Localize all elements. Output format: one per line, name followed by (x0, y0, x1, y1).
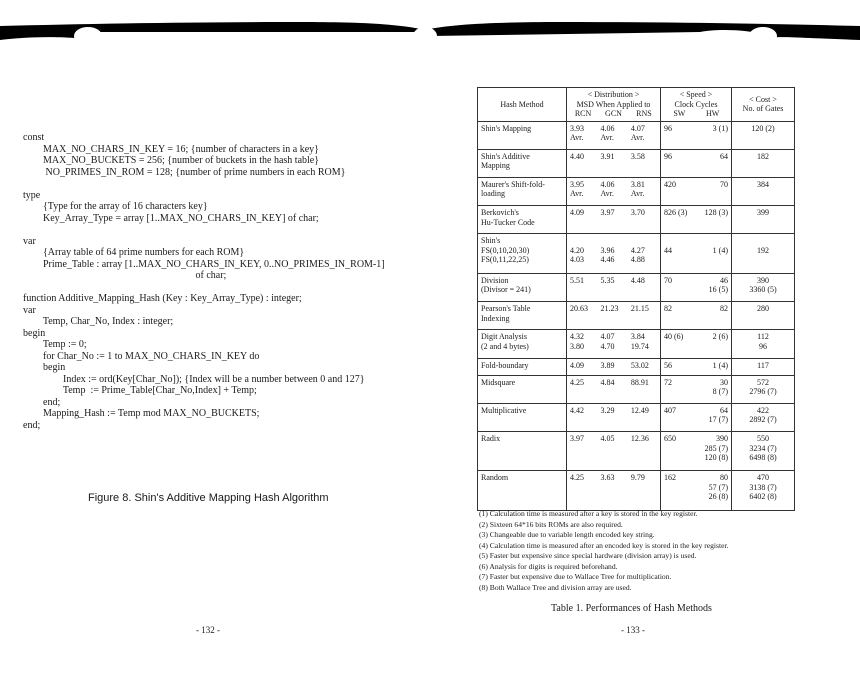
header-speed: < Speed > Clock Cycles SW HW (661, 88, 732, 122)
table-row (478, 358, 795, 375)
cell-speed: 56 1 (4) (661, 358, 732, 375)
cell-hash-method: Fold-boundary (478, 358, 567, 375)
table-row (478, 234, 795, 273)
table-row (478, 177, 795, 205)
pascal-code-listing (23, 132, 385, 431)
cell-cost: 182 (732, 149, 795, 177)
cell-distribution: 4.09 3.89 53.02 (567, 358, 661, 375)
page-number-right: - 133 - (621, 625, 645, 635)
cell-hash-method: Shin's Additive Mapping (478, 149, 567, 177)
table-footnotes (479, 509, 728, 593)
cell-hash-method: Berkovich's Hu-Tucker Code (478, 206, 567, 234)
table-row (478, 206, 795, 234)
cell-speed: 70 46 16 (5) (661, 273, 732, 301)
code-line: end; (23, 396, 61, 408)
code-line: begin (23, 362, 66, 373)
code-line: var (23, 235, 36, 247)
cell-speed: 407 64 17 (7) (661, 403, 732, 431)
cell-speed: 650 390 285 (7) 120 (8) (661, 432, 732, 471)
footnote: (6) Analysis for digits is required beforehand. (479, 561, 618, 571)
table-row (478, 273, 795, 301)
cell-speed: 96 64 (661, 149, 732, 177)
cell-distribution: 4.32 4.07 3.84 3.80 4.70 19.74 (567, 330, 661, 358)
cell-hash-method: Shin's FS(0,10,20,30) FS(0,11,22,25) (478, 234, 567, 273)
cell-cost: 399 (732, 206, 795, 234)
cell-distribution: 4.25 3.63 9.79 (567, 471, 661, 511)
cell-speed: 96 3 (1) (661, 121, 732, 149)
cell-hash-method: Radix (478, 432, 567, 471)
header-cost: < Cost > No. of Gates (732, 88, 795, 122)
cell-cost: 384 (732, 177, 795, 205)
cell-distribution: 4.20 3.96 4.27 4.03 4.46 4.88 (567, 234, 661, 273)
cell-distribution: 3.93 4.06 4.07 Avr. Avr. Avr. (567, 121, 661, 149)
cell-speed: 162 80 57 (7) 26 (8) (661, 471, 732, 511)
header-hash-method: Hash Method (478, 88, 567, 122)
code-line: begin (23, 327, 46, 339)
cell-hash-method: Maurer's Shift-fold- loading (478, 177, 567, 205)
code-line: Mapping_Hash := Temp mod MAX_NO_BUCKETS; (23, 408, 260, 419)
code-line: var (23, 304, 36, 316)
cell-distribution: 3.95 4.06 3.81 Avr. Avr. Avr. (567, 177, 661, 205)
cell-distribution: 4.42 3.29 12.49 (567, 403, 661, 431)
cell-cost: 280 (732, 302, 795, 330)
code-line: Key_Array_Type = array [1..MAX_NO_CHARS_IN_KEY] of char; (23, 212, 319, 224)
book-binding-shadow (0, 0, 860, 60)
cell-speed: 826 (3) 128 (3) (661, 206, 732, 234)
code-line: MAX_NO_BUCKETS = 256; {number of buckets in the hash table} (23, 155, 320, 166)
header-distribution: < Distribution > MSD When Applied to RCN GCN RNS (567, 88, 661, 122)
footnote: (8) Both Wallace Tree and division array are used. (479, 582, 632, 592)
code-line: Prime_Table : array [1..MAX_NO_CHARS_IN_KEY, 0..NO_PRIMES_IN_ROM-1] (23, 258, 385, 270)
cell-speed: 72 30 8 (7) (661, 375, 732, 403)
cell-cost: 470 3138 (7) 6402 (8) (732, 471, 795, 511)
code-line: NO_PRIMES_IN_ROM = 128; {number of prime numbers in each ROM} (23, 166, 346, 178)
figure-caption: Figure 8. Shin's Additive Mapping Hash Algorithm (88, 492, 329, 504)
code-line: const (23, 132, 45, 143)
code-line (23, 224, 385, 236)
cell-hash-method: Shin's Mapping (478, 121, 567, 149)
table-row (478, 432, 795, 471)
code-line: of char; (23, 270, 227, 281)
code-line: type (23, 189, 41, 201)
cell-hash-method: Multiplicative (478, 403, 567, 431)
footnote: (7) Faster but expensive due to Wallace Tree for multiplication. (479, 572, 672, 581)
code-line (23, 282, 385, 294)
cell-hash-method: Digit Analysis (2 and 4 bytes) (478, 330, 567, 358)
cell-distribution: 4.09 3.97 3.70 (567, 206, 661, 234)
code-line: Temp := 0; (23, 339, 87, 350)
table-row (478, 121, 795, 149)
table-row (478, 302, 795, 330)
code-line: {Type for the array of 16 characters key} (23, 201, 208, 212)
table-row (478, 330, 795, 358)
hash-performance-table (477, 87, 795, 511)
code-line: MAX_NO_CHARS_IN_KEY = 16; {number of characters in a key} (23, 143, 319, 155)
cell-distribution: 20.63 21.23 21.15 (567, 302, 661, 330)
table-row (478, 375, 795, 403)
code-line: for Char_No := 1 to MAX_NO_CHARS_IN_KEY do (23, 350, 260, 362)
code-line: end; (23, 419, 41, 431)
code-line: Temp := Prime_Table[Char_No,Index] + Temp; (23, 385, 257, 396)
page-number-left: - 132 - (196, 625, 220, 635)
footnote: (2) Sixteen 64*16 bits ROMs are also required. (479, 519, 623, 529)
footnote: (5) Faster but expensive since special hardware (division array) is used. (479, 551, 697, 560)
cell-cost: 117 (732, 358, 795, 375)
cell-cost: 572 2796 (7) (732, 375, 795, 403)
footnote: (1) Calculation time is measured after a key is stored in the key register. (479, 509, 698, 518)
table-caption: Table 1. Performances of Hash Methods (551, 603, 712, 614)
cell-cost: 390 3360 (5) (732, 273, 795, 301)
cell-hash-method: Division (Divisor = 241) (478, 273, 567, 301)
cell-cost: 422 2892 (7) (732, 403, 795, 431)
code-line: function Additive_Mapping_Hash (Key : Key_Array_Type) : integer; (23, 293, 302, 304)
cell-distribution: 4.25 4.84 88.91 (567, 375, 661, 403)
cell-cost: 550 3234 (7) 6498 (8) (732, 432, 795, 471)
cell-hash-method: Midsquare (478, 375, 567, 403)
cell-cost: 192 (732, 234, 795, 273)
code-line (23, 178, 385, 190)
footnote: (4) Calculation time is measured after an encoded key is stored in the key register. (479, 540, 729, 550)
cell-speed: 420 70 (661, 177, 732, 205)
footnote: (3) Changeable due to variable length encoded key string. (479, 530, 655, 539)
cell-distribution: 4.40 3.91 3.58 (567, 149, 661, 177)
code-line: Temp, Char_No, Index : integer; (23, 316, 174, 327)
cell-distribution: 3.97 4.05 12.36 (567, 432, 661, 471)
table-row (478, 471, 795, 511)
code-line: Index := ord(Key[Char_No]); {Index will be a number between 0 and 127} (23, 373, 365, 385)
cell-hash-method: Pearson's Table Indexing (478, 302, 567, 330)
cell-cost: 120 (2) (732, 121, 795, 149)
cell-speed: 40 (6) 2 (6) (661, 330, 732, 358)
table-row (478, 403, 795, 431)
cell-distribution: 5.51 5.35 4.48 (567, 273, 661, 301)
cell-cost: 112 96 (732, 330, 795, 358)
table-header-row (478, 88, 795, 122)
cell-hash-method: Random (478, 471, 567, 511)
cell-speed: 82 82 (661, 302, 732, 330)
code-line: {Array table of 64 prime numbers for each ROM} (23, 247, 245, 258)
table-row (478, 149, 795, 177)
cell-speed: 44 1 (4) (661, 234, 732, 273)
